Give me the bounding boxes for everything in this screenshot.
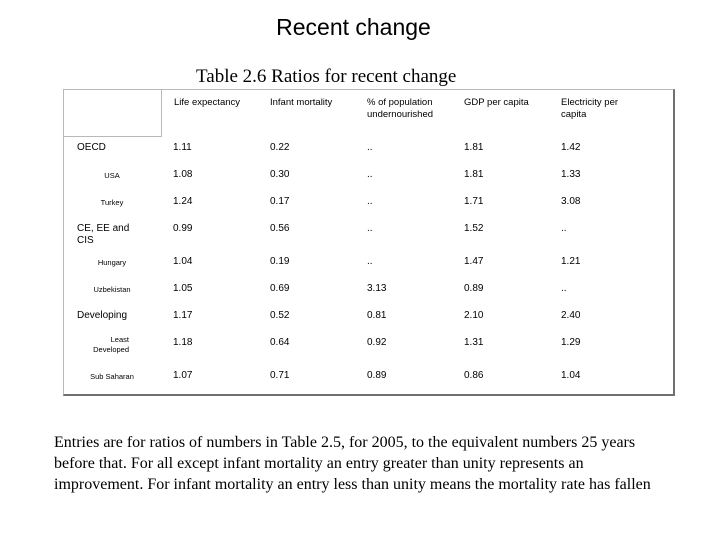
slide-title: Recent change — [276, 14, 431, 40]
table-cell: 1.71 — [464, 196, 484, 207]
table-cell: 0.22 — [270, 142, 290, 153]
table-cell: 0.52 — [270, 310, 290, 321]
table-cell: 0.56 — [270, 223, 290, 234]
row-label: Turkey — [100, 198, 124, 207]
table-cell: .. — [367, 256, 373, 267]
table-cell: 0.17 — [270, 196, 290, 207]
table-cell: .. — [367, 142, 373, 153]
table-cell: 0.81 — [367, 310, 387, 321]
table-cell: 1.07 — [173, 370, 193, 381]
table-cell: 0.69 — [270, 283, 290, 294]
table-cell: .. — [367, 196, 373, 207]
footnote: Entries are for ratios of numbers in Table 2.5, for 2005, to the equivalent numbers 25 years before that. For all except infant mortality an entry greater than unity represents an improvement. For infant mortality an entry less than unity means the mortality rate has fallen — [54, 434, 651, 493]
row-label: USA — [104, 171, 120, 180]
column-header-infant-mortality: Infant mortality — [270, 97, 333, 108]
table-cell: 2.40 — [561, 310, 581, 321]
row-label: Uzbekistan — [93, 285, 131, 294]
table-cell: .. — [367, 169, 373, 180]
table-cell: 2.10 — [464, 310, 484, 321]
table-cell: 0.86 — [464, 370, 484, 381]
table-cell: 0.30 — [270, 169, 290, 180]
table-cell: 3.13 — [367, 283, 387, 294]
row-label: OECD — [77, 142, 106, 153]
row-label: Hungary — [97, 258, 127, 267]
table-cell: 0.89 — [464, 283, 484, 294]
table-cell: 1.11 — [173, 142, 192, 153]
row-label: Least Developed — [93, 335, 129, 354]
column-header-electricity-per-capita: Electricity per capita — [561, 97, 619, 120]
table-cell: 0.64 — [270, 337, 290, 348]
table-cell: 1.24 — [173, 196, 193, 207]
table-cell: 1.31 — [464, 337, 484, 348]
table-cell: .. — [367, 223, 373, 234]
table-cell: 1.04 — [173, 256, 193, 267]
table-cell: 1.47 — [464, 256, 484, 267]
table-cell: 0.89 — [367, 370, 387, 381]
table-corner-cell — [64, 90, 162, 137]
table-cell: 1.81 — [464, 142, 484, 153]
table-cell: 1.17 — [173, 310, 193, 321]
ratios-table — [63, 89, 675, 396]
table-cell: 1.21 — [561, 256, 581, 267]
row-label: Developing — [77, 310, 128, 321]
row-label: CE, EE and CIS — [77, 223, 130, 246]
table-caption: Table 2.6 Ratios for recent change — [196, 66, 457, 87]
table-cell: 1.33 — [561, 169, 581, 180]
table-cell: 1.52 — [464, 223, 484, 234]
table-cell: .. — [561, 283, 567, 294]
table-cell: 0.99 — [173, 223, 193, 234]
table-cell: .. — [561, 223, 567, 234]
table-cell: 1.04 — [561, 370, 581, 381]
table-cell: 1.81 — [464, 169, 484, 180]
table-cell: 1.18 — [173, 337, 193, 348]
table-cell: 1.29 — [561, 337, 581, 348]
column-header-life-expectancy: Life expectancy — [174, 97, 241, 108]
table-cell: 1.05 — [173, 283, 193, 294]
table-cell: 0.19 — [270, 256, 290, 267]
table-cell: 0.71 — [270, 370, 290, 381]
table-cell: 1.42 — [561, 142, 581, 153]
table-cell: 0.92 — [367, 337, 387, 348]
row-label: Sub Saharan — [90, 372, 134, 381]
table-cell: 3.08 — [561, 196, 581, 207]
column-header-undernourished: % of population undernourished — [367, 97, 434, 120]
table-cell: 1.08 — [173, 169, 193, 180]
column-header-gdp-per-capita: GDP per capita — [464, 97, 529, 108]
